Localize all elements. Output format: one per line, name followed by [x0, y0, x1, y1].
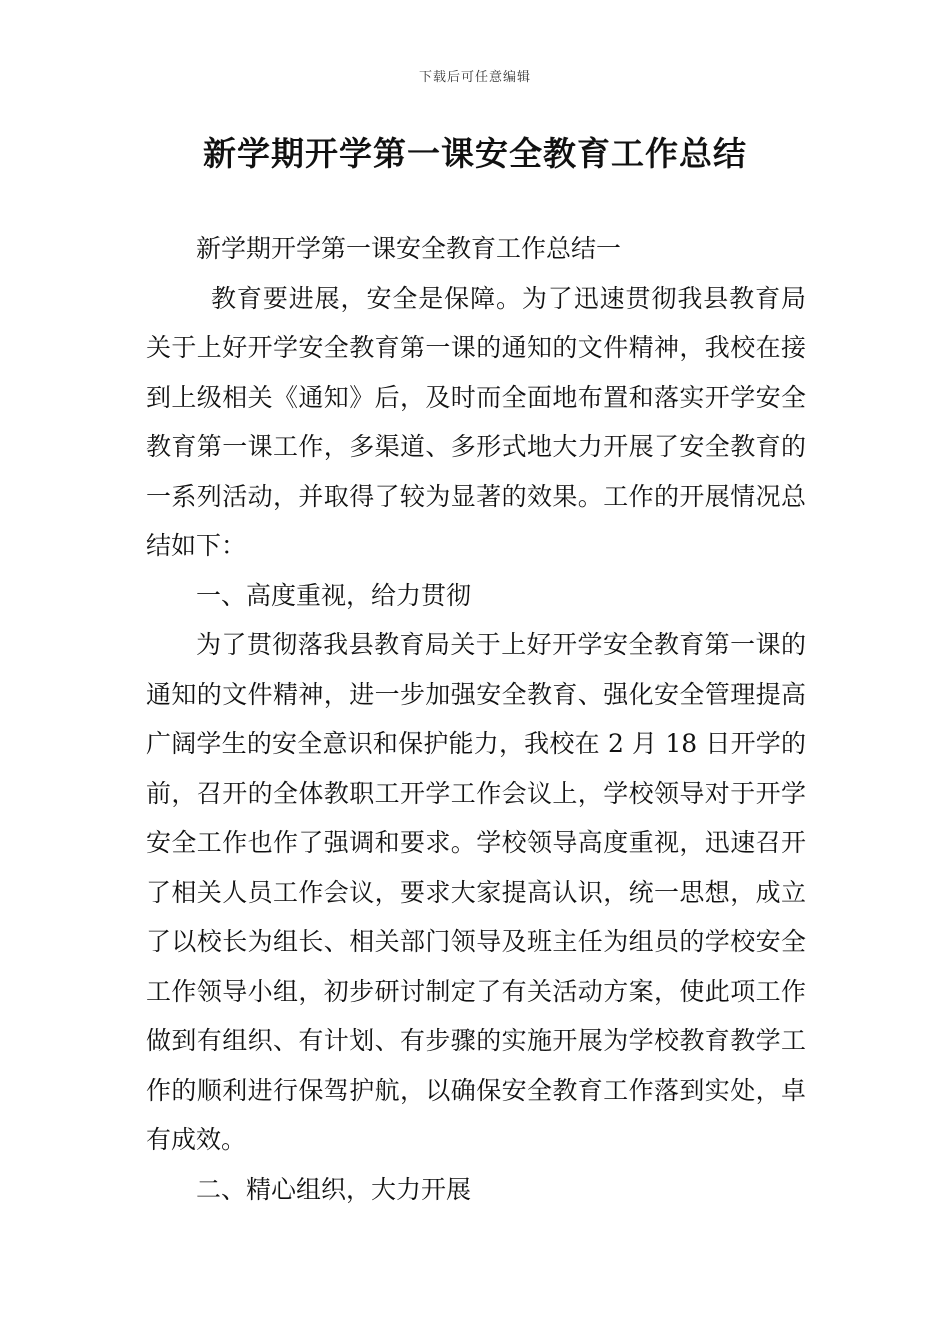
document-title: 新学期开学第一课安全教育工作总结: [203, 134, 747, 173]
section-subtitle: 新学期开学第一课安全教育工作总结一: [196, 234, 622, 263]
section-heading-1: 一、高度重视，给力贯彻: [196, 580, 472, 610]
paragraph-intro: 教育要进展，安全是保障。为了迅速贯彻我县教育局关于上好开学安全教育第一课的通知的文件精神，我校在接到上级相关《通知》后，及时而全面地布置和落实开学安全教育第一课工作，多渠道、多形式地大力开展了安全教育的一系列活动，并取得了较为显著的效果。工作的开展情况总结如下：: [146, 283, 806, 560]
section-heading-2: 二、精心组织，大力开展: [196, 1174, 472, 1204]
header-note: 下载后可任意编辑: [418, 70, 531, 85]
paragraph-section-1: 为了贯彻落我县教育局关于上好开学安全教育第一课的通知的文件精神，进一步加强安全教育、强化安全管理提高广阔学生的安全意识和保护能力，我校在 2 月 18 日开学的前，召开的全体教职工开学工作会议上，学校领导对于开学安全工作也作了强调和要求。学校领导高度重视，迅速召开了相关人员工作会议，要求大家提高认识，统一思想，成立了以校长为组长、相关部门领导及班主任为组员的学校安全工作领导小组，初步研讨制定了有关活动方案，使此项工作做到有组织、有计划、有步骤的实施开展为学校教育教学工作的顺利进行保驾护航，以确保安全教育工作落到实处，卓有成效。: [146, 630, 806, 1154]
document-body: [146, 224, 806, 1214]
